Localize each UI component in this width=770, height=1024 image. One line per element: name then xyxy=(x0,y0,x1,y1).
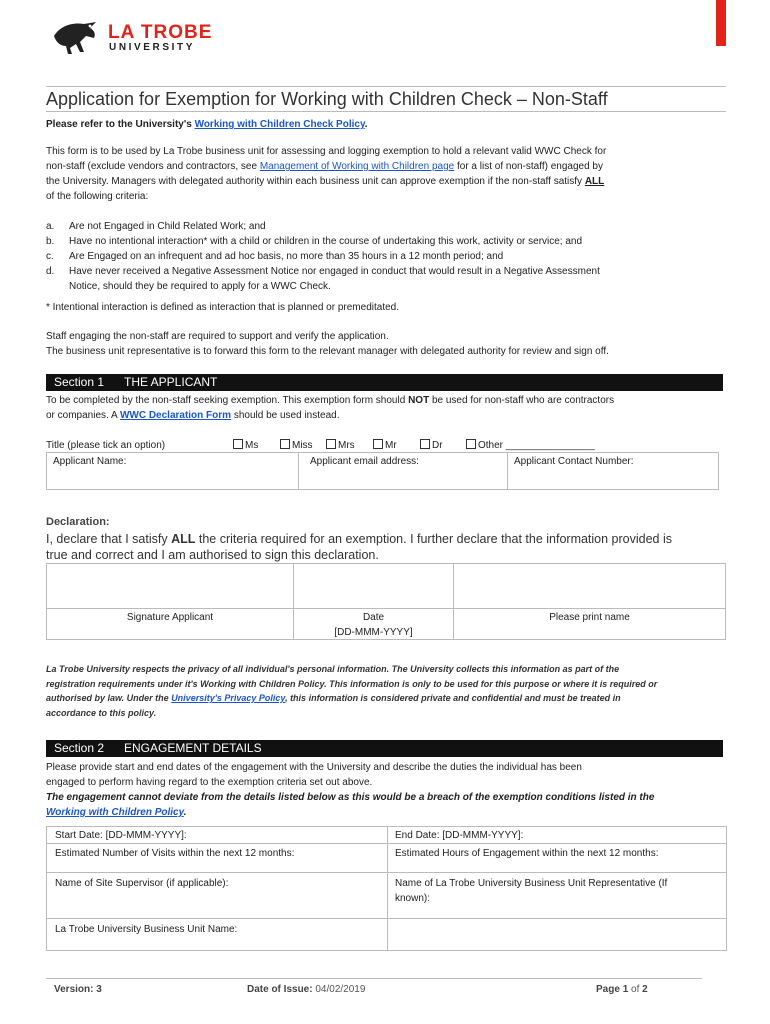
date-label: Date xyxy=(362,612,385,623)
end-date-label: End Date: [DD-MMM-YYYY]: xyxy=(395,830,524,841)
signature-box[interactable] xyxy=(46,563,294,609)
business-unit-field[interactable] xyxy=(46,918,388,951)
section-2-instructions: Please provide start and end dates of the engagement with the University and describe the duties the individual has been engaged to perform having regard to the exemption criteria set out above. The engagement cannot deviate from the details listed below as this would be a breach of the exemption conditions listed in the Working with Children Policy. xyxy=(46,762,655,818)
title-option-mr[interactable]: Mr xyxy=(373,438,397,453)
wwc-policy-link-2[interactable]: Working with Children Policy xyxy=(46,807,184,818)
checkbox-icon xyxy=(373,439,383,449)
date-format-label: [DD-MMM-YYYY] xyxy=(334,627,413,638)
supervisor-field[interactable] xyxy=(46,872,388,919)
business-unit-empty-cell[interactable] xyxy=(387,918,727,951)
policy-reference: Please refer to the University's Working with Children Check Policy. xyxy=(46,119,368,130)
wwc-declaration-link[interactable]: WWC Declaration Form xyxy=(119,410,232,421)
footnote: * Intentional interaction is defined as interaction that is planned or premeditated. xyxy=(46,302,399,313)
supervisor-label: Name of Site Supervisor (if applicable): xyxy=(55,878,229,889)
staff-note-1: Staff engaging the non-staff are required to support and verify the application. xyxy=(46,331,389,342)
management-wwc-link[interactable]: Management of Working with Children page xyxy=(259,161,455,172)
privacy-statement: La Trobe University respects the privacy of all individual's personal information. The University collects this information as part of the registration requirements under it's Working with Children Policy. This information is only to be used for this purpose or where it is required or authorised by law. Under the University's Privacy Policy, this information is considered private and confidential and must be treated in accordance to this policy. xyxy=(46,664,658,718)
list-item: d. Have never received a Negative Assessment Notice nor engaged in conduct that would result in a Negative Assessment xyxy=(46,266,600,277)
declaration-heading: Declaration: xyxy=(46,516,110,528)
section-1-header: Section 1 THE APPLICANT xyxy=(46,374,723,391)
title-option-other[interactable]: Other ________________ xyxy=(466,438,595,453)
wwc-policy-link[interactable]: Working with Children Check Policy xyxy=(194,119,365,130)
list-item: Notice, should they be required to apply for a WWC Check. xyxy=(69,281,331,292)
applicant-email-field[interactable] xyxy=(298,452,508,490)
print-name-box[interactable] xyxy=(453,563,726,609)
print-name-label: Please print name xyxy=(549,612,630,623)
footer-rule xyxy=(46,978,702,979)
applicant-name-label: Applicant Name: xyxy=(53,456,127,467)
signature-label-cell xyxy=(46,608,294,640)
bird-emblem-icon xyxy=(50,18,102,58)
section-1-instructions: To be completed by the non-staff seeking exemption. This exemption form should NOT be used for non-staff who are contractors or companies. A WWC Declaration Form should be used instead. xyxy=(46,395,615,421)
checkbox-icon xyxy=(420,439,430,449)
visits-field[interactable] xyxy=(46,843,388,873)
logo-subname: UNIVERSITY xyxy=(109,42,196,53)
privacy-policy-link[interactable]: University's Privacy Policy xyxy=(171,693,286,703)
title-top-rule xyxy=(46,86,726,87)
representative-field[interactable] xyxy=(387,872,727,919)
checkbox-icon xyxy=(280,439,290,449)
page-number: Page 1 of 2 xyxy=(596,984,648,995)
start-date-label: Start Date: [DD-MMM-YYYY]: xyxy=(55,830,187,841)
issue-date-info: Date of Issue: 04/02/2019 xyxy=(247,984,366,995)
logo-name: LA TROBE xyxy=(108,22,213,43)
applicant-name-field[interactable] xyxy=(46,452,299,490)
list-item: c. Are Engaged on an infrequent and ad hoc basis, no more than 35 hours in a 12 month period; and xyxy=(46,251,504,262)
end-date-field[interactable] xyxy=(387,826,727,844)
page-title: Application for Exemption for Working with Children Check – Non-Staff xyxy=(46,89,608,109)
brand-red-bar xyxy=(716,0,726,46)
representative-label-cont: known): xyxy=(395,893,431,904)
applicant-contact-label: Applicant Contact Number: xyxy=(514,456,634,467)
intro-paragraph: This form is to be used by La Trobe business unit for assessing and logging exemption to hold a relevant valid WWC Check for non-staff (exclude vendors and contractors, see Management of Working with Children page for a list of non-staff) engaged by the University. Managers with delegated authority within each business unit can approve exemption if the non-staff satisfy ALL of the following criteria: xyxy=(46,146,607,202)
visits-label: Estimated Number of Visits within the next 12 months: xyxy=(55,848,295,859)
business-unit-label: La Trobe University Business Unit Name: xyxy=(55,924,238,935)
criteria-list xyxy=(46,219,600,294)
date-box[interactable] xyxy=(293,563,454,609)
applicant-email-label: Applicant email address: xyxy=(310,456,419,467)
hours-label: Estimated Hours of Engagement within the next 12 months: xyxy=(395,848,659,859)
representative-label: Name of La Trobe University Business Unit Representative (If xyxy=(395,878,668,889)
section-2-header: Section 2 ENGAGEMENT DETAILS xyxy=(46,740,723,757)
version-info: Version: 3 xyxy=(54,984,102,995)
title-option-mrs[interactable]: Mrs xyxy=(326,438,355,453)
list-item: a. Are not Engaged in Child Related Work; and xyxy=(46,221,266,232)
title-bottom-rule xyxy=(46,111,726,112)
signature-label: Signature Applicant xyxy=(126,612,214,623)
la-trobe-logo xyxy=(50,18,240,58)
hours-field[interactable] xyxy=(387,843,727,873)
applicant-contact-field[interactable] xyxy=(507,452,719,490)
declaration-text: I, declare that I satisfy ALL the criteria required for an exemption. I further declare that the information provided is true and correct and I am authorised to sign this declaration. xyxy=(46,532,673,562)
checkbox-icon xyxy=(466,439,476,449)
title-label: Title (please tick an option) xyxy=(46,440,166,451)
start-date-field[interactable] xyxy=(46,826,388,844)
title-option-ms[interactable]: Ms xyxy=(233,438,258,453)
staff-note-2: The business unit representative is to forward this form to the relevant manager with delegated authority for review and sign off. xyxy=(46,346,609,357)
checkbox-icon xyxy=(326,439,336,449)
checkbox-icon xyxy=(233,439,243,449)
title-option-miss[interactable]: Miss xyxy=(280,438,313,453)
date-label-cell xyxy=(293,608,454,640)
print-name-label-cell xyxy=(453,608,726,640)
list-item: b. Have no intentional interaction* with a child or children in the course of undertaking this work, activity or service; and xyxy=(46,236,583,247)
title-option-dr[interactable]: Dr xyxy=(420,438,443,453)
